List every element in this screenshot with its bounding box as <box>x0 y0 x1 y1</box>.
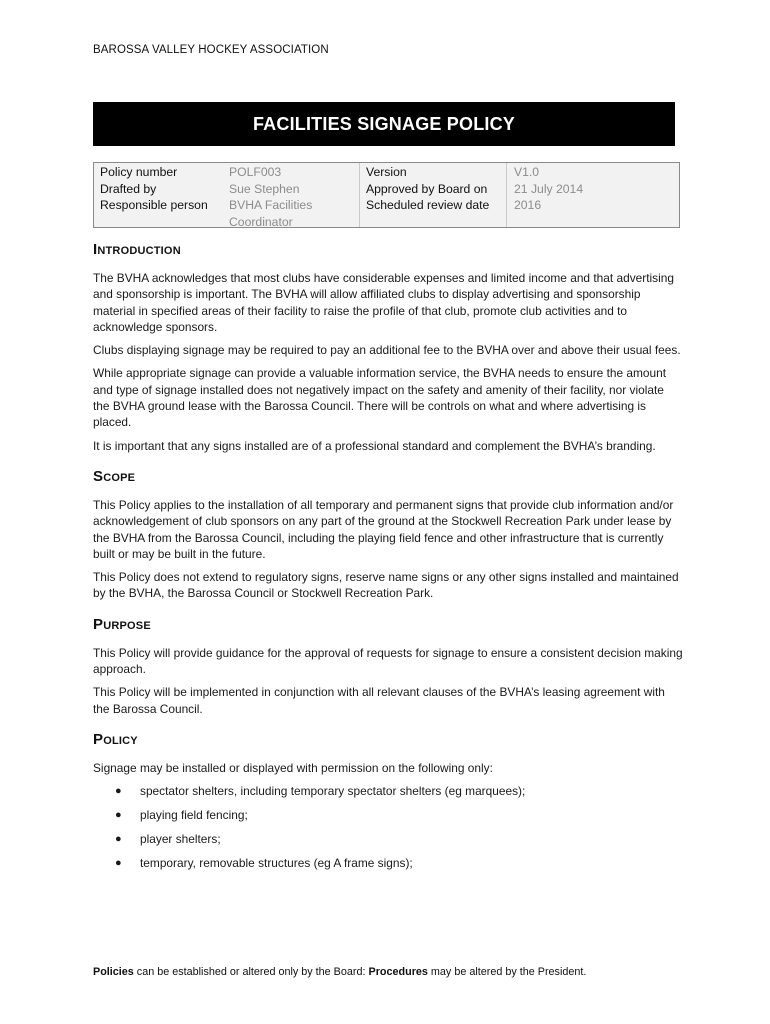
policy-title: FACILITIES SIGNAGE POLICY <box>252 113 516 134</box>
drafted-by-label: Drafted by <box>100 181 157 196</box>
metadata-values-left <box>229 164 312 230</box>
policy-content <box>93 240 683 884</box>
list-item <box>93 855 683 871</box>
list-item <box>93 783 683 799</box>
purpose-section <box>93 615 683 717</box>
policy-section <box>93 730 683 871</box>
metadata-values-right <box>514 164 583 214</box>
paragraph: This Policy will be implemented in conjunction with all relevant clauses of the BVHA’s leasing agreement with the Barossa Council. <box>93 685 665 716</box>
organization-header: BAROSSA VALLEY HOCKEY ASSOCIATION <box>93 44 329 56</box>
introduction-section <box>93 240 683 454</box>
list-item-text: temporary, removable structures (eg A frame signs); <box>140 855 413 870</box>
approved-by-board-label: Approved by Board on <box>366 181 488 196</box>
policy-number-label: Policy number <box>100 165 178 179</box>
footer-text: can be established or altered only by the Board: <box>133 966 369 978</box>
bullet-icon: ● <box>115 832 122 845</box>
metadata-divider <box>359 163 360 227</box>
list-item-text: player shelters; <box>140 831 221 846</box>
drafted-by-value: Sue Stephen <box>229 181 300 196</box>
metadata-labels-left <box>100 164 208 214</box>
list-item-text: playing field fencing; <box>140 808 248 823</box>
policy-heading: Policy <box>93 730 138 748</box>
policy-metadata-table <box>93 162 680 228</box>
bullet-icon: ● <box>115 785 122 798</box>
paragraph: Signage may be installed or displayed with permission on the following only: <box>93 760 493 775</box>
paragraph: The BVHA acknowledges that most clubs have considerable expenses and limited income and that advertising and sponsorship is important. The BVHA will allow affiliated clubs to display advertising and sponsorship material in specified areas of their facility to raise the profile of that club, promote club activities and to acknowledge sponsors. <box>93 271 674 334</box>
footer-policies-label: Policies <box>93 966 134 978</box>
list-item-text: spectator shelters, including temporary spectator shelters (eg marquees); <box>140 784 526 799</box>
scheduled-review-label: Scheduled review date <box>366 198 490 212</box>
version-value: V1.0 <box>514 165 540 179</box>
paragraph: This Policy applies to the installation of all temporary and permanent signs that provide club information and/or acknowledgement of club sponsors on any part of the ground at the Stockwell Recreation Park under lease by the BVHA from the Barossa Council, including the playing field fence and other infrastructure that is currently built or may be built in the future. <box>93 497 674 561</box>
metadata-divider <box>506 163 507 227</box>
page-footer <box>93 966 586 978</box>
version-label: Version <box>366 165 407 179</box>
introduction-heading: Introduction <box>93 241 181 258</box>
paragraph: Clubs displaying signage may be required to pay an additional fee to the BVHA over and above their usual fees. <box>93 343 681 358</box>
scope-section <box>93 467 683 602</box>
paragraph: This Policy does not extend to regulatory signs, reserve name signs or any other signs installed and maintained by the BVHA, the Barossa Council or Stockwell Recreation Park. <box>93 570 679 601</box>
scope-heading: Scope <box>93 467 136 485</box>
list-item <box>93 831 683 847</box>
paragraph: This Policy will provide guidance for the approval of requests for signage to ensure a consistent decision making approach. <box>93 645 683 677</box>
purpose-heading: Purpose <box>93 615 151 633</box>
footer-procedures-label: Procedures <box>368 966 428 978</box>
list-item <box>93 807 683 823</box>
responsible-person-value-line2: Coordinator <box>229 214 293 229</box>
bullet-icon: ● <box>115 856 122 869</box>
policy-title-bar <box>93 102 675 146</box>
policy-number-value: POLF003 <box>229 165 282 179</box>
bullet-icon: ● <box>115 809 122 822</box>
paragraph: While appropriate signage can provide a valuable information service, the BVHA needs to ensure the amount and type of signage installed does not negatively impact on the safety and amenity of their facility, nor violate the BVHA ground lease with the Barossa Council. There will be controls on what and where advertising is placed. <box>93 366 667 430</box>
responsible-person-value-line1: BVHA Facilities <box>229 198 313 212</box>
review-date-value: 2016 <box>514 198 542 212</box>
footer-text: may be altered by the President. <box>427 966 587 978</box>
approved-date-value: 21 July 2014 <box>514 181 584 196</box>
paragraph: It is important that any signs installed are of a professional standard and complement the BVHA’s branding. <box>93 438 656 453</box>
metadata-labels-right <box>366 164 489 214</box>
signage-locations-list <box>93 783 683 871</box>
responsible-person-label: Responsible person <box>100 198 208 212</box>
